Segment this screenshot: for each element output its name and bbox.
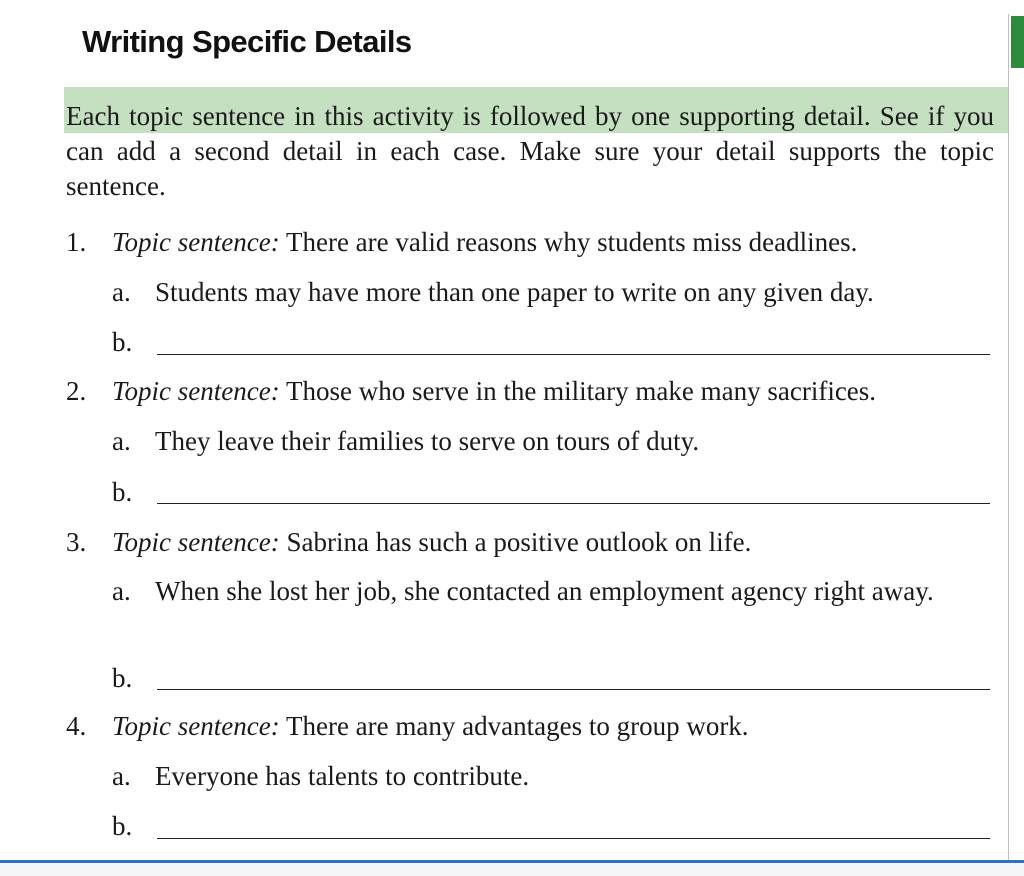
topic-sentence [112, 373, 876, 409]
detail-text: They leave their families to serve on tours of duty. [155, 426, 700, 456]
answer-blank-line[interactable] [157, 838, 990, 839]
item-number: 4. [66, 711, 87, 741]
answer-blank-line[interactable] [157, 354, 990, 355]
topic-text: There are valid reasons why students miss deadlines. [279, 227, 858, 257]
topic-sentence [112, 524, 751, 560]
topic-text: There are many advantages to group work. [279, 711, 749, 741]
detail-letter: a. [112, 761, 131, 791]
bottom-margin [0, 863, 1024, 876]
detail-letter: b. [112, 327, 133, 357]
detail-letter: b. [112, 663, 133, 693]
detail-text: Everyone has talents to contribute. [155, 761, 530, 791]
detail-letter: a. [112, 277, 131, 307]
detail-text: Students may have more than one paper to write on any given day. [155, 277, 874, 307]
answer-blank-line[interactable] [157, 503, 990, 504]
detail-letter: a. [112, 576, 131, 606]
answer-blank-line[interactable] [157, 689, 990, 690]
topic-text: Those who serve in the military make many sacrifices. [279, 376, 877, 406]
topic-sentence [112, 708, 749, 744]
detail-text: When she lost her job, she contacted an employment agency right away. [155, 576, 934, 606]
detail-letter: b. [112, 811, 133, 841]
detail-letter: b. [112, 477, 133, 507]
detail-letter: a. [112, 426, 131, 456]
topic-label: Topic sentence: [112, 527, 280, 557]
item-number: 2. [66, 376, 87, 406]
topic-label: Topic sentence: [112, 227, 280, 257]
topic-label: Topic sentence: [112, 711, 280, 741]
topic-label: Topic sentence: [112, 376, 280, 406]
page-title: Writing Specific Details [82, 24, 412, 59]
page-edge-rule [1008, 14, 1009, 866]
topic-sentence [112, 224, 857, 260]
item-number: 3. [66, 527, 87, 557]
topic-text: Sabrina has such a positive outlook on life. [279, 527, 752, 557]
item-number: 1. [66, 227, 87, 257]
intro-paragraph: Each topic sentence in this activity is followed by one supporting detail. See if you can add a second detail in each case. Make sure your detail supports the topic sentence. [66, 101, 994, 201]
section-tab-marker [1011, 16, 1024, 68]
